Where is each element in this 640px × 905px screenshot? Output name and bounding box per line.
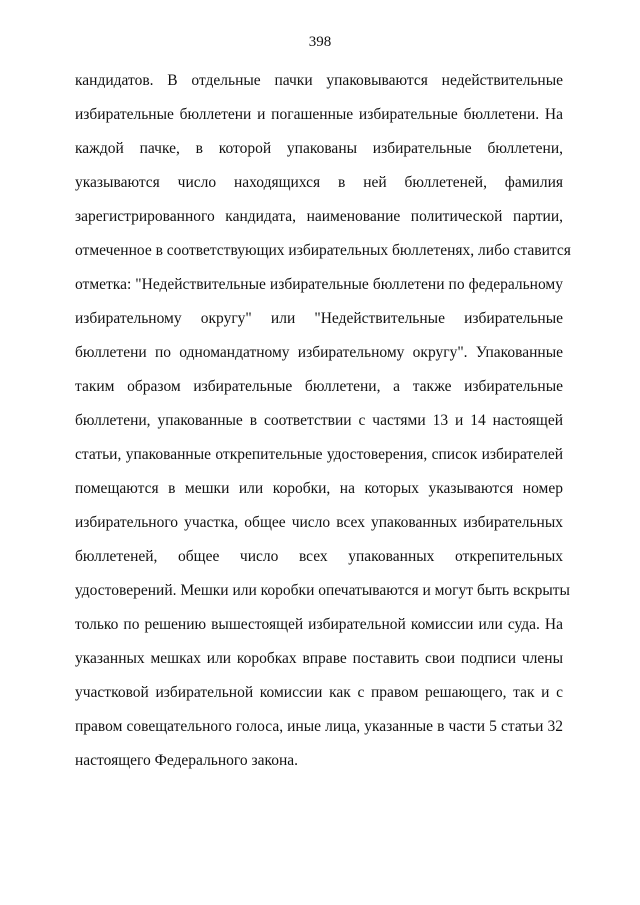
text-line: каждой пачке, в которой упакованы избирательные бюллетени, (75, 140, 563, 157)
text-line: помещаются в мешки или коробки, на которых указываются номер (75, 480, 563, 497)
text-line: только по решению вышестоящей избирательной комиссии или суда. На (75, 616, 563, 633)
document-body (75, 64, 571, 778)
text-line: настоящего Федерального закона. (75, 752, 299, 769)
text-line: отметка: "Недействительные избирательные бюллетени по федеральному (75, 276, 563, 293)
text-line: избирательного участка, общее число всех упакованных избирательных (75, 514, 563, 531)
text-line: указываются число находящихся в ней бюллетеней, фамилия (75, 174, 563, 191)
text-line: статьи, упакованные открепительные удостоверения, список избирателей (75, 446, 563, 463)
text-line: избирательные бюллетени и погашенные избирательные бюллетени. На (75, 106, 563, 123)
text-line: зарегистрированного кандидата, наименование политической партии, (75, 208, 563, 225)
text-line: таким образом избирательные бюллетени, а также избирательные (75, 378, 563, 395)
page-number: 398 (308, 34, 332, 50)
text-line: указанных мешках или коробках вправе поставить свои подписи члены (75, 650, 563, 667)
text-line: кандидатов. В отдельные пачки упаковываются недействительные (75, 72, 563, 89)
text-line: бюллетеней, общее число всех упакованных открепительных (75, 548, 563, 565)
text-line: бюллетени, упакованные в соответствии с частями 13 и 14 настоящей (75, 412, 563, 429)
text-line: бюллетени по одномандатному избирательному округу". Упакованные (75, 344, 563, 361)
text-line: удостоверений. Мешки или коробки опечатываются и могут быть вскрыты (75, 582, 570, 599)
text-line: отмеченное в соответствующих избирательных бюллетенях, либо ставится (75, 242, 571, 259)
text-line: правом совещательного голоса, иные лица, указанные в части 5 статьи 32 (75, 718, 563, 735)
text-line: участковой избирательной комиссии как с правом решающего, так и с (75, 684, 563, 701)
text-line: избирательному округу" или "Недействительные избирательные (75, 310, 563, 327)
